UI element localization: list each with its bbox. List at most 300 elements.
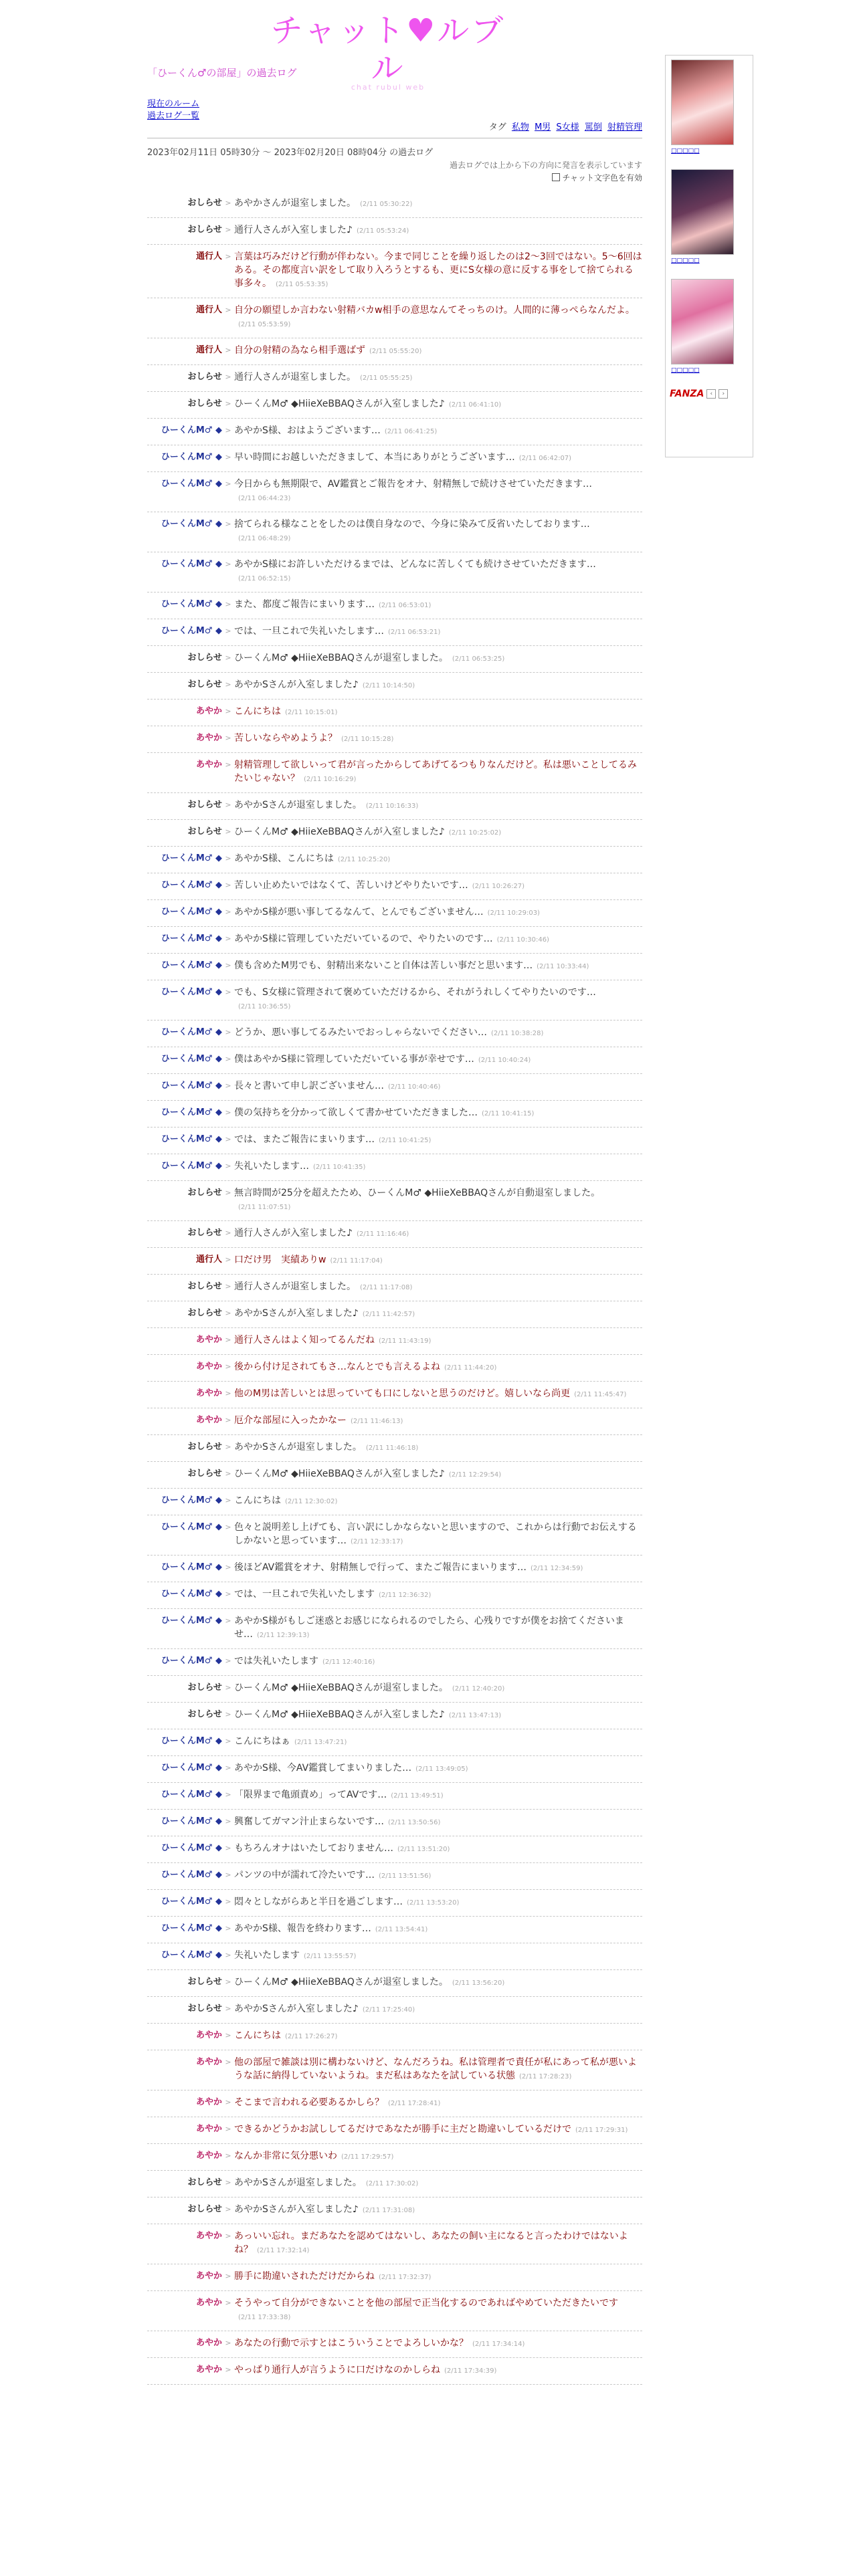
message-body [234,2230,642,2258]
message-timestamp: (2/11 12:34:59) [531,1565,583,1572]
log-message [147,1703,642,1729]
message-text: ひーくんM♂ ◆HiieXeBBAQさんが入室しました♪ [234,827,445,837]
message-body [234,959,642,974]
separator-icon: > [225,907,231,916]
message-author: あやか [195,1388,222,1398]
chat-log [147,191,642,2385]
message-timestamp: (2/11 05:55:20) [369,348,422,355]
separator-icon: > [225,1563,231,1572]
message-text: ひーくんM♂ ◆HiieXeBBAQさんが入室しました♪ [234,1709,445,1720]
log-message [147,392,642,419]
log-message [147,1917,642,1943]
message-author: おしらせ [187,198,222,208]
log-message [147,2117,642,2144]
message-timestamp: (2/11 17:32:37) [379,2274,432,2281]
message-body [234,2363,642,2378]
message-text: あやかSさんが入室しました♪ [234,1308,359,1319]
message-body [234,852,642,867]
message-body [234,1467,642,1482]
message-timestamp: (2/11 13:53:20) [407,1899,460,1907]
separator-icon: > [225,560,231,568]
message-author: あやか [195,706,222,716]
log-message [147,1382,642,1408]
message-timestamp: (2/11 12:30:02) [285,1498,338,1505]
log-message [147,2291,642,2331]
message-author: おしらせ [187,399,222,409]
tag-link[interactable]: M男 [535,122,551,132]
log-message [147,1408,642,1435]
message-timestamp: (2/11 11:17:08) [360,1284,413,1291]
log-message [147,1074,642,1101]
separator-icon: > [225,2232,231,2240]
separator-icon: > [225,372,231,381]
message-body [234,1106,642,1121]
message-author: おしらせ [187,1228,222,1238]
message-author: あやか [195,2298,222,2308]
message-text: 通行人さんはよく知ってるんだね [234,1335,375,1346]
separator-icon: > [225,1389,231,1398]
message-author: ひーくんM♂ ◆ [161,960,222,970]
message-text: できるかどうかお試ししてるだけであなたが勝手に主だと勘違いしているだけで [234,2124,571,2135]
message-text: こんにちは [234,1495,281,1506]
tag-link[interactable]: S女様 [556,122,579,132]
message-timestamp: (2/11 17:26:27) [285,2033,338,2040]
separator-icon: > [225,2178,231,2187]
message-text: あやかSさんが入室しました♪ [234,2004,359,2014]
separator-icon: > [225,1710,231,1719]
separator-icon: > [225,199,231,207]
message-timestamp: (2/11 10:41:25) [379,1137,432,1144]
log-message [147,1582,642,1609]
message-body [234,1253,642,1268]
message-timestamp: (2/11 11:17:04) [330,1257,383,1265]
message-text: あやかS様、報告を終わります… [234,1923,371,1934]
log-message [147,191,642,218]
log-message [147,1328,642,1355]
message-body [234,1053,642,1067]
separator-icon: > [225,1897,231,1906]
separator-icon: > [225,1817,231,1826]
separator-icon: > [225,2365,231,2374]
message-author: おしらせ [187,1469,222,1479]
message-text: また、都度ご報告にまいります… [234,599,375,610]
message-body [234,651,642,666]
separator-icon: > [225,653,231,662]
message-author: ひーくんM♂ ◆ [161,1562,222,1572]
message-body [234,986,642,1014]
message-author: あやか [195,1415,222,1425]
message-body [234,758,642,786]
message-timestamp: (2/11 06:53:25) [452,655,505,663]
message-body [234,879,642,893]
message-timestamp: (2/11 12:29:54) [448,1471,502,1479]
message-body [234,1922,642,1937]
log-message [147,593,642,619]
message-body [234,397,642,412]
separator-icon: > [225,627,231,635]
message-timestamp: (2/11 13:47:13) [448,1712,502,1719]
message-text: ひーくんM♂ ◆HiieXeBBAQさんが入室しました♪ [234,399,445,409]
message-timestamp: (2/11 13:51:56) [379,1872,432,1880]
main-content [147,66,642,2385]
message-text: 捨てられる様なことをしたのは僕自身なので、今身に染みて反省いたしております… [234,519,590,530]
message-author: ひーくんM♂ ◆ [161,853,222,863]
message-body [234,732,642,746]
message-body [234,2002,642,2017]
separator-icon: > [225,854,231,863]
message-author: ひーくんM♂ ◆ [161,880,222,890]
message-text: やっぱり通行人が言うように口だけなのかしらね [234,2365,440,2375]
message-body [234,2056,642,2084]
message-author: ひーくんM♂ ◆ [161,987,222,997]
message-text: 早い時間にお越しいただきまして、本当にありがとうございます… [234,452,515,463]
tag-link[interactable]: 罵倒 [584,122,602,132]
separator-icon: > [225,734,231,742]
message-text: ひーくんM♂ ◆HiieXeBBAQさんが退室しました。 [234,1683,448,1693]
separator-icon: > [225,399,231,408]
message-author: あやか [195,2097,222,2107]
message-timestamp: (2/11 17:31:08) [362,2207,415,2214]
message-body [234,1307,642,1321]
message-author: あやか [195,2030,222,2040]
log-message [147,927,642,954]
ad-thumbnail-2-icon[interactable] [671,169,734,255]
message-body [234,477,642,506]
current-room-link[interactable]: 現在のルーム [147,99,200,109]
ad-caption[interactable]: □□□□□ [671,257,700,264]
message-text: こんにちはぁ [234,1736,290,1747]
message-author: 通行人 [195,251,222,261]
log-message [147,673,642,700]
separator-icon: > [225,2125,231,2133]
log-message [147,1021,642,1047]
message-author: ひーくんM♂ ◆ [161,1843,222,1853]
message-author: おしらせ [187,1281,222,1291]
message-author: あやか [195,2231,222,2241]
message-timestamp: (2/11 11:16:46) [356,1230,409,1238]
message-text: あやかS様にお許しいただけるまでは、どんなに苦しくても続けさせていただきます… [234,559,596,570]
fanza-logo[interactable]: FANZA [670,389,704,399]
message-body [234,1868,642,1883]
message-text: 自分の射精の為なら相手選ばず [234,345,365,356]
message-timestamp: (2/11 10:36:55) [238,1003,291,1010]
message-author: ひーくんM♂ ◆ [161,1107,222,1117]
prev-ad-button[interactable]: ‹ [706,389,716,399]
message-timestamp: (2/11 05:53:59) [238,321,291,328]
ad-brand [670,389,753,399]
message-body [234,1588,642,1602]
message-author: ひーくんM♂ ◆ [161,934,222,944]
separator-icon: > [225,1844,231,1852]
message-text: 色々と説明差し上げても、言い訳にしかならないと思いますので、これからは行動でお伝えするしかないと思っています… [234,1522,637,1546]
message-body [234,678,642,693]
message-body [234,370,642,385]
separator-icon: > [225,680,231,689]
message-text: 勝手に勘違いされただけだからね [234,2271,375,2282]
ad-item[interactable] [671,169,753,264]
log-message [147,1128,642,1154]
message-timestamp: (2/11 17:30:02) [365,2180,419,2187]
message-body [234,1815,642,1830]
log-message [147,1355,642,1382]
message-author: おしらせ [187,1188,222,1198]
next-ad-button[interactable]: › [719,389,728,399]
separator-icon: > [225,800,231,809]
separator-icon: > [225,1081,231,1090]
tags-label: タグ [488,122,506,132]
message-text: ひーくんM♂ ◆HiieXeBBAQさんが退室しました。 [234,653,448,663]
log-message [147,646,642,673]
log-message [147,726,642,753]
message-author: あやか [195,2151,222,2161]
message-timestamp: (2/11 13:51:20) [397,1846,450,1853]
message-body [234,1494,642,1509]
message-text: 後から付け足されてもさ…なんとでも言えるよね [234,1362,440,1372]
color-option-checkbox[interactable] [552,173,560,181]
message-text: 通行人さんが退室しました。 [234,372,356,383]
message-author: ひーくんM♂ ◆ [161,519,222,529]
message-text: パンツの中が濡れて冷たいです… [234,1870,375,1881]
tag-link[interactable]: 射精管理 [607,122,642,132]
message-text: 口だけ男 実績ありw [234,1255,326,1265]
message-body [234,1735,642,1749]
message-author: ひーくんM♂ ◆ [161,1816,222,1826]
message-timestamp: (2/11 10:38:28) [491,1030,544,1037]
log-message [147,1248,642,1275]
separator-icon: > [225,1790,231,1799]
separator-icon: > [225,1309,231,1317]
message-timestamp: (2/11 17:28:23) [519,2073,572,2080]
log-message [147,1729,642,1756]
message-author: ひーくんM♂ ◆ [161,1616,222,1626]
log-message [147,2264,642,2291]
message-text: あやかSさんが退室しました。 [234,1442,362,1453]
log-message [147,1555,642,1582]
message-author: ひーくんM♂ ◆ [161,1870,222,1880]
log-message [147,1863,642,1890]
message-author: おしらせ [187,1683,222,1693]
message-timestamp: (2/11 10:14:50) [362,682,415,689]
message-text: 無言時間が25分を超えたため、ひーくんM♂ ◆HiieXeBBAQさんが自動退室しました。 [234,1188,601,1198]
message-text: 通行人さんが入室しました♪ [234,1228,353,1239]
separator-icon: > [225,1656,231,1665]
message-text: ひーくんM♂ ◆HiieXeBBAQさんが入室しました♪ [234,1469,445,1479]
message-timestamp: (2/11 11:46:13) [351,1418,403,1425]
message-text: 自分の願望しか言わない射精バカw相手の意思なんてそっちのけ。人間的に薄っぺらなんだよ。 [234,305,635,316]
message-body [234,1280,642,1295]
log-message [147,2050,642,2090]
separator-icon: > [225,1523,231,1531]
message-author: おしらせ [187,679,222,689]
separator-icon: > [225,1683,231,1692]
message-body [234,905,642,920]
message-author: ひーくんM♂ ◆ [161,1923,222,1933]
message-text: 今日からも無期限で、AV鑑賞とご報告をオナ、射精無しで続けさせていただきます… [234,479,592,490]
message-timestamp: (2/11 10:16:29) [304,776,357,783]
message-body [234,2096,642,2111]
message-body [234,625,642,639]
separator-icon: > [225,2151,231,2160]
separator-icon: > [225,2031,231,2040]
message-timestamp: (2/11 05:53:24) [356,227,409,235]
message-text: ひーくんM♂ ◆HiieXeBBAQさんが退室しました。 [234,1977,448,1988]
message-author: ひーくんM♂ ◆ [161,1950,222,1960]
log-message [147,2197,642,2224]
log-message [147,820,642,847]
ad-item[interactable] [671,279,753,374]
tag-link[interactable]: 私物 [511,122,529,132]
message-text: 厄介な部屋に入ったかなー [234,1415,347,1426]
message-body [234,1842,642,1856]
log-message [147,1970,642,1997]
separator-icon: > [225,1108,231,1117]
message-body [234,518,642,546]
color-option[interactable] [147,172,642,183]
separator-icon: > [225,988,231,996]
message-body [234,2203,642,2218]
message-text: そこまで言われる必要あるかしら？ [234,2097,384,2108]
message-body [234,1708,642,1723]
message-author: おしらせ [187,372,222,382]
message-text: 「限界まで亀頭責め」ってAVです… [234,1790,387,1800]
separator-icon: > [225,1282,231,1291]
message-author: あやか [195,1362,222,1372]
page-title: 「ひーくん♂の部屋」の過去ログ [147,67,297,79]
message-body [234,1654,642,1669]
message-timestamp: (2/11 12:33:17) [351,1538,403,1545]
log-message [147,1810,642,1836]
separator-icon: > [225,2272,231,2280]
log-message [147,2090,642,2117]
separator-icon: > [225,881,231,889]
message-text: あやかS様がもしご迷惑とお感じになられるのでしたら、心残りですが僕をお捨てくださいませ… [234,1616,624,1640]
message-body [234,424,642,439]
message-text: 僕も含めたM男でも、射精出来ないこと自体は苦しい事だと思います… [234,960,533,971]
separator-icon: > [225,426,231,435]
message-author: ひーくんM♂ ◆ [161,1027,222,1037]
separator-icon: > [225,707,231,716]
message-timestamp: (2/11 11:46:18) [365,1444,419,1452]
ad-caption[interactable]: □□□□□ [671,148,700,154]
message-timestamp: (2/11 06:53:01) [379,602,432,609]
log-message [147,1301,642,1328]
message-timestamp: (2/11 06:48:29) [238,535,291,542]
log-message [147,245,642,298]
message-timestamp: (2/11 13:54:41) [375,1926,428,1933]
message-body [234,1026,642,1041]
separator-icon: > [225,479,231,488]
separator-icon: > [225,934,231,943]
log-message [147,1435,642,1462]
ad-thumbnail-3-icon[interactable] [671,279,734,364]
message-timestamp: (2/11 12:40:20) [452,1685,505,1693]
message-text: 僕はあやかS様に管理していただいている事が幸せです… [234,1054,474,1065]
message-text: では、一旦これで失礼いたします [234,1589,375,1600]
separator-icon: > [225,2058,231,2066]
separator-icon: > [225,225,231,234]
message-text: 後ほどAV鑑賞をオナ、射精無しで行って、またご報告にまいります… [234,1562,527,1573]
log-message [147,2024,642,2050]
log-message [147,1047,642,1074]
log-range: 2023年02月11日 05時30分 ～ 2023年02月20日 08時04分 の過去ログ [147,148,434,158]
log-message [147,445,642,472]
message-author: ひーくんM♂ ◆ [161,1054,222,1064]
separator-icon: > [225,346,231,354]
log-message [147,700,642,726]
message-author: おしらせ [187,800,222,810]
message-author: ひーくんM♂ ◆ [161,479,222,489]
log-message [147,1462,642,1489]
log-message [147,900,642,927]
message-author: おしらせ [187,653,222,663]
past-logs-link[interactable]: 過去ログ一覧 [147,111,200,121]
log-message [147,980,642,1021]
log-message [147,2171,642,2197]
message-text: 興奮してガマン汁止まらないです… [234,1816,384,1827]
message-body [234,932,642,947]
separator-icon: > [225,2298,231,2307]
message-timestamp: (2/11 11:44:20) [444,1364,497,1372]
message-text: 他のM男は苦しいとは思っていても口にしないと思うのだけど。嬉しいなら尚更 [234,1388,571,1399]
separator-icon: > [225,2339,231,2347]
message-text: そうやって自分ができないことを他の部屋で正当化するのであればやめていただきたいです [234,2298,618,2309]
message-timestamp: (2/11 06:42:07) [518,455,572,462]
separator-icon: > [225,1135,231,1144]
ad-item[interactable] [671,60,753,154]
message-author: あやか [195,2057,222,2067]
log-message [147,365,642,392]
log-message [147,1221,642,1248]
message-timestamp: (2/11 11:43:19) [379,1337,432,1345]
log-message [147,1676,642,1703]
log-message [147,472,642,512]
message-author: 通行人 [195,1255,222,1265]
log-message [147,2358,642,2385]
message-timestamp: (2/11 06:41:25) [384,428,438,435]
log-message [147,793,642,820]
message-text: あやかSさんが入室しました♪ [234,2204,359,2215]
log-message [147,419,642,445]
message-body [234,1949,642,1963]
message-author: ひーくんM♂ ◆ [161,1897,222,1907]
message-author: ひーくんM♂ ◆ [161,1656,222,1666]
message-text: あやかS様、おはようございます… [234,425,381,436]
message-text: 長々と書いて申し訳ございません… [234,1081,384,1091]
message-timestamp: (2/11 06:44:23) [238,495,291,502]
message-timestamp: (2/11 10:41:15) [482,1110,535,1117]
message-timestamp: (2/11 17:32:14) [257,2247,310,2254]
log-message [147,552,642,593]
separator-icon: > [225,1162,231,1170]
log-message [147,1154,642,1181]
separator-icon: > [225,1590,231,1598]
ad-thumbnail-1-icon[interactable] [671,60,734,145]
message-timestamp: (2/11 10:15:28) [341,736,394,743]
separator-icon: > [225,2205,231,2214]
message-text: では、またご報告にまいります… [234,1134,375,1145]
log-message [147,2144,642,2171]
message-timestamp: (2/11 17:33:38) [238,2314,291,2321]
message-text: 言葉は巧みだけど行動が伴わない。今まで同じことを繰り返したのは2～3回ではない。5～6回はある。その都度言い訳をして取り入ろうとするも、更にS女様の意に反する事をして捨てられる事多々。 [234,251,642,289]
message-text: こんにちは [234,706,281,717]
message-timestamp: (2/11 17:29:57) [341,2153,394,2161]
message-timestamp: (2/11 13:50:56) [388,1819,441,1826]
message-text: 苦しいならやめようよ？ [234,733,337,744]
ad-caption[interactable]: □□□□□ [671,367,700,374]
log-message [147,1275,642,1301]
message-author: ひーくんM♂ ◆ [161,1161,222,1171]
separator-icon: > [225,1763,231,1772]
